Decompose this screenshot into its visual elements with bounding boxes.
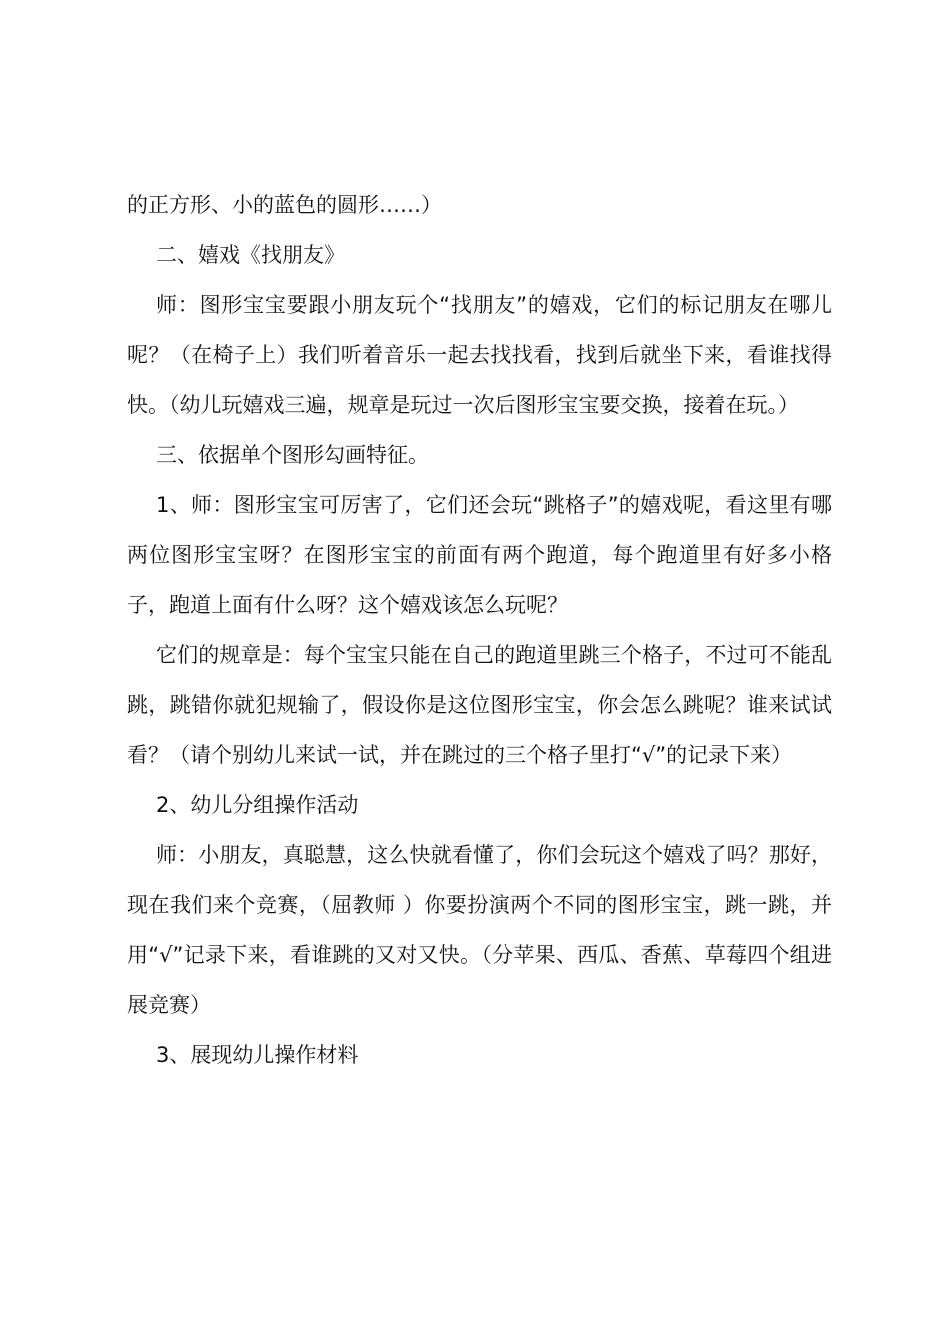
subheading-group-activity: 2、幼儿分组操作活动 [156,793,359,817]
paragraph-rules: 它们的规章是：每个宝宝只能在自己的跑道里跳三个格子，不过可不能乱跳，跳错你就犯规输了，假设你是这位图形宝宝，你会怎么跳呢？谁来试试看？（请个别幼儿来试一试，并在跳过的三个格子里打“√”的记录下来） [127,643,832,767]
paragraph-continuation: 的正方形、小的蓝色的圆形……） [127,193,442,217]
subheading-show-materials: 3、展现幼儿操作材料 [156,1043,359,1067]
paragraph-hopscotch-intro: 1、师：图形宝宝可厉害了，它们还会玩“跳格子”的嬉戏呢，看这里有哪两位图形宝宝呀？在图形宝宝的前面有两个跑道，每个跑道里有好多小格子，跑道上面有什么呀？这个嬉戏该怎么玩呢？ [127,493,832,617]
section-heading-features: 三、依据单个图形勾画特征。 [156,443,429,467]
document-body [127,180,832,1080]
paragraph-find-friends: 师：图形宝宝要跟小朋友玩个“找朋友”的嬉戏，它们的标记朋友在哪儿呢？（在椅子上）我们听着音乐一起去找找看，找到后就坐下来，看谁找得快。（幼儿玩嬉戏三遍，规章是玩过一次后图形宝宝要交换，接着在玩。） [127,293,832,417]
section-heading-game: 二、嬉戏《找朋友》 [156,243,345,267]
paragraph-competition: 师：小朋友，真聪慧，这么快就看懂了，你们会玩这个嬉戏了吗？那好，现在我们来个竞赛，（屈教师 ）你要扮演两个不同的图形宝宝，跳一跳，并用“√”记录下来，看谁跳的又对又快。（分苹果、西瓜、香蕉、草莓四个组进展竞赛） [127,843,832,1017]
